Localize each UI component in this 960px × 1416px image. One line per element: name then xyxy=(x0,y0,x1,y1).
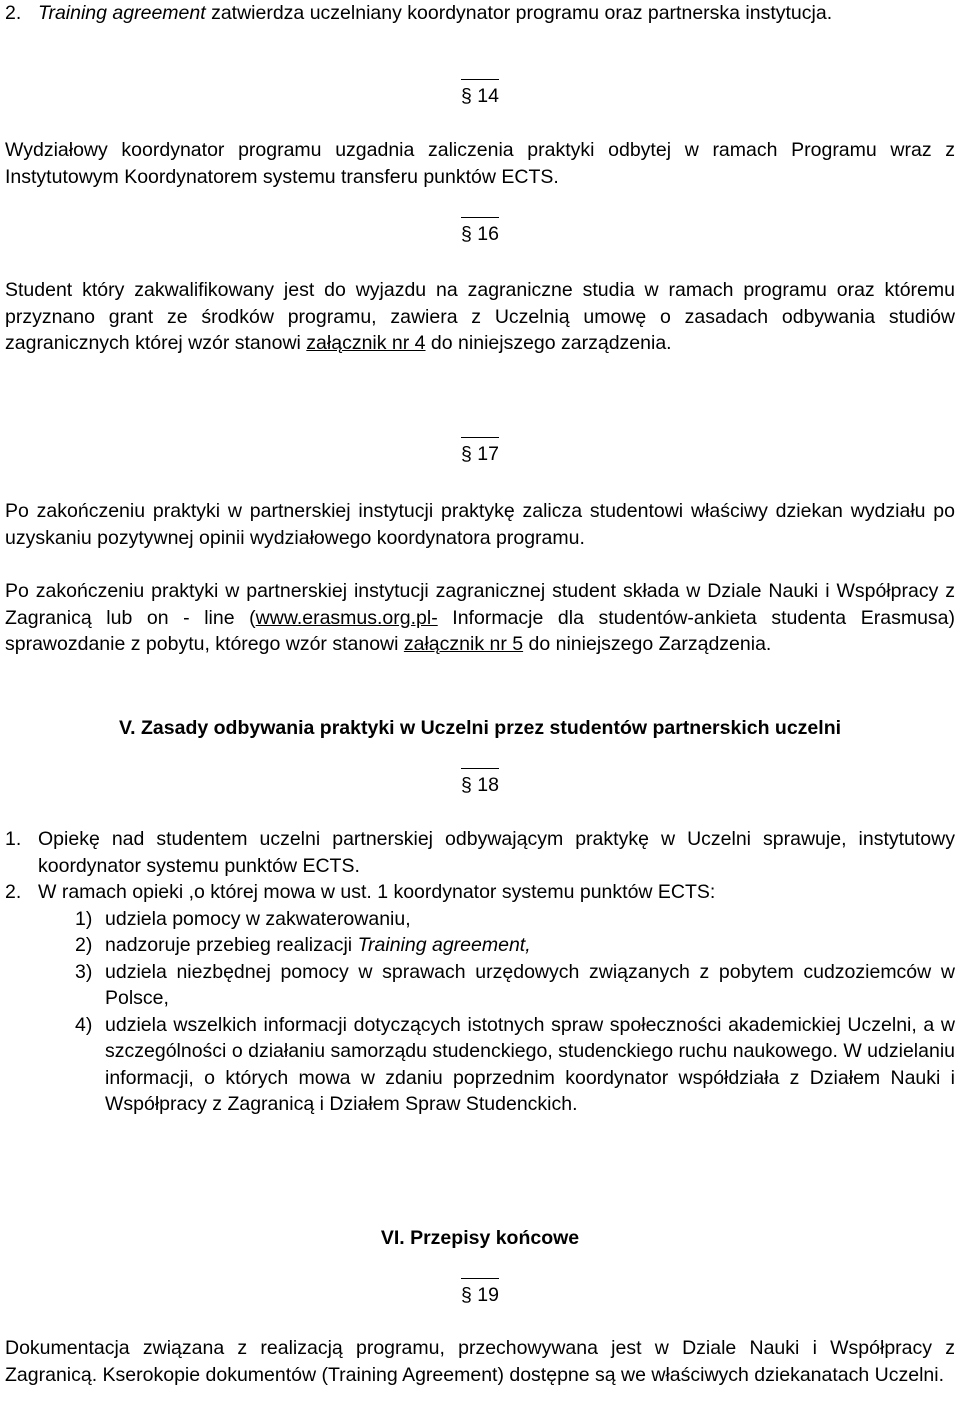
erasmus-link[interactable]: www.erasmus.org.pl- xyxy=(255,606,438,629)
paragraph-19: Dokumentacja związana z realizacją programu, przechowywana jest w Dziale Nauki i Współpracy z Zagranicą. Kserokopie dokumentów (Training Agreement) dostępne są we właściwych dziekanatach Uczelni. xyxy=(5,1337,955,1386)
sub-list-item: 1) udziela pomocy w zakwaterowaniu, xyxy=(75,907,411,930)
list-item: 1. Opiekę nad studentem uczelni partnerskiej odbywającym praktykę w Uczelni sprawuje, instytutowy koordynator systemu punktów ECTS. xyxy=(5,828,955,877)
sub-list-item: 4) udziela wszelkich informacji dotyczących istotnych spraw społeczności akademickiej Uczelni, a w szczególności o działaniu samorządu studenckiego, studenckiego ruchu naukowego. W udzielaniu informacji, o których mowa w zdaniu poprzednim koordynator współdziała z Działem Nauki i Współpracy z Zagranicą i Działem Spraw Studenckich. xyxy=(75,1013,955,1115)
emphasis-text: Training agreement, xyxy=(357,934,531,956)
annex-link-5: załącznik nr 5 xyxy=(403,633,524,655)
section-heading-18: § 18 xyxy=(5,772,955,799)
annex-link-4: załącznik nr 4 xyxy=(306,332,426,354)
emphasis-text: Training agreement xyxy=(38,2,206,24)
section-heading-16: § 16 xyxy=(5,221,955,248)
paragraph-17-1: Po zakończeniu praktyki w partnerskiej instytucji praktykę zalicza studentowi właściwy dziekan wydziału po uzyskaniu pozytywnej opinii wydziałowego koordynatora programu. xyxy=(5,500,955,549)
list-item: 2. W ramach opieki ,o której mowa w ust. 1 koordynator systemu punktów ECTS: xyxy=(5,881,716,903)
section-heading-19: § 19 xyxy=(5,1282,955,1309)
section-heading-17: § 17 xyxy=(5,441,955,468)
numbered-list-18 xyxy=(5,826,955,1118)
list-item-2 xyxy=(5,0,960,27)
section-v-heading: V. Zasady odbywania praktyki w Uczelni przez studentów partnerskich uczelni xyxy=(118,717,842,739)
section-vi-heading: VI. Przepisy końcowe xyxy=(380,1227,580,1249)
sub-list-item: 3) udziela niezbędnej pomocy w sprawach urzędowych związanych z pobytem cudzoziemców w Polsce, xyxy=(75,960,955,1009)
document-page xyxy=(5,0,956,1386)
list-number: 2. xyxy=(5,2,22,24)
sub-list-item: 2) nadzoruje przebieg realizacji Training agreement, xyxy=(75,934,531,956)
list-item-text: zatwierdza uczelniany koordynator programu oraz partnerska instytucja. xyxy=(205,2,833,24)
paragraph-16: Student który zakwalifikowany jest do wyjazdu na zagraniczne studia w ramach programu oraz któremu przyznano grant ze środków programu, zawiera z Uczelnią umowę o zasadach odbywania studiów zagranicznych której wzór stanowi załącznik nr 4 do niniejszego zarządzenia. xyxy=(5,279,955,354)
paragraph-17-2: Po zakończeniu praktyki w partnerskiej instytucji zagranicznej student składa w Dziale Nauki i Współpracy z Zagranicą lub on - line (www.erasmus.org.pl- Informacje dla studentów-ankieta studenta Erasmusa) sprawozdanie z pobytu, którego wzór stanowi załącznik nr 5 do niniejszego Zarządzenia. xyxy=(5,580,956,655)
paragraph-14: Wydziałowy koordynator programu uzgadnia zaliczenia praktyki odbytej w ramach Programu wraz z Instytutowym Koordynatorem systemu transferu punktów ECTS. xyxy=(5,139,955,188)
section-heading-14: § 14 xyxy=(5,83,955,110)
